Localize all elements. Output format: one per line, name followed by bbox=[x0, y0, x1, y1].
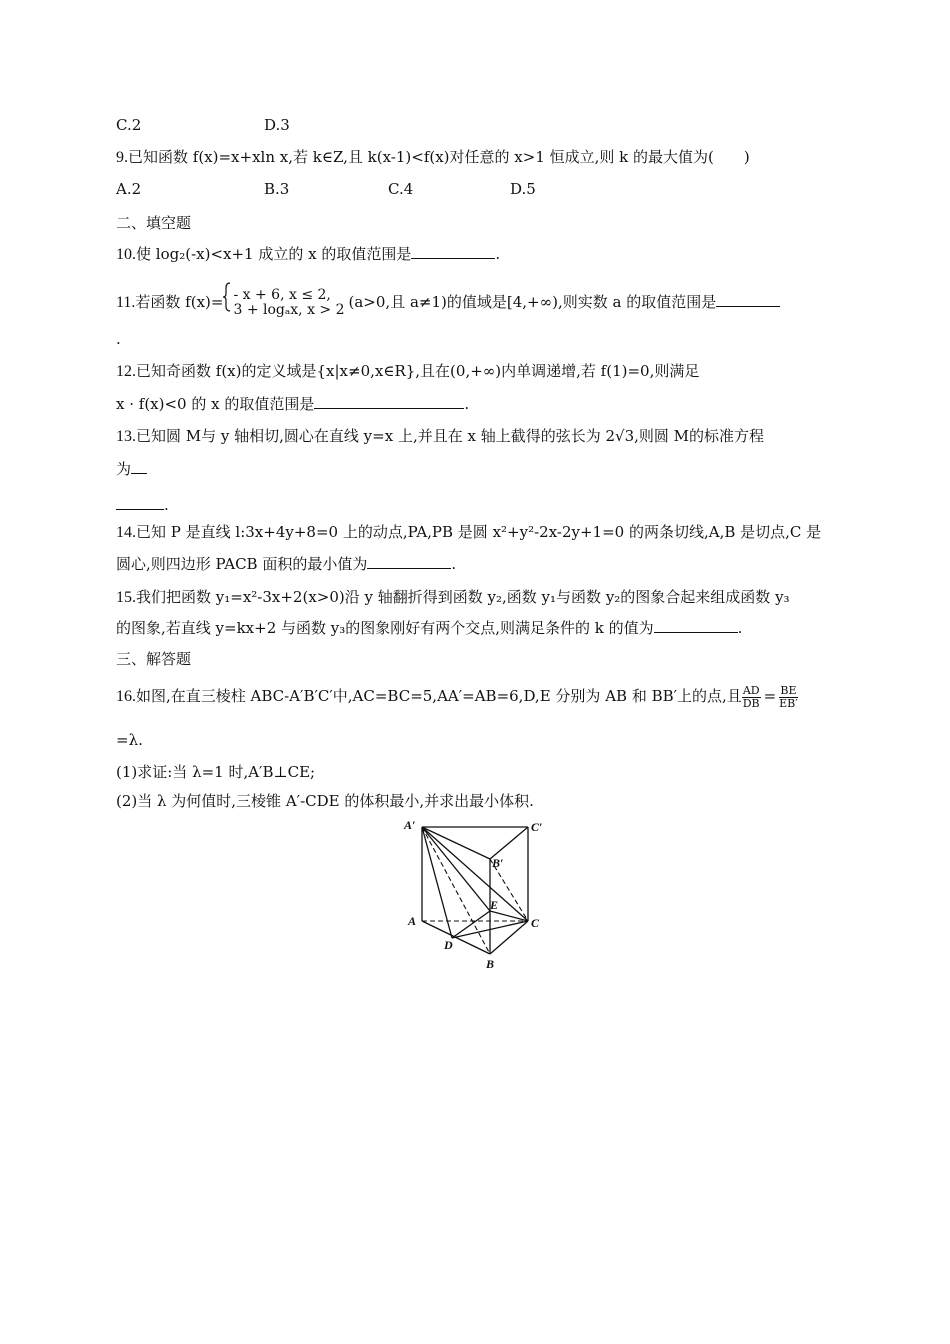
question-16-line-2: =λ. bbox=[116, 731, 143, 749]
section-heading-solve: 三、解答题 bbox=[116, 650, 192, 668]
label-b: B bbox=[486, 957, 495, 971]
question-10 bbox=[116, 243, 500, 266]
question-16-line-1 bbox=[116, 681, 798, 712]
question-text-cont: (a>0,且 a≠1)的值域是[4,+∞),则实数 a 的取值范围是 bbox=[348, 293, 717, 311]
piecewise-cases bbox=[233, 288, 344, 318]
label-c-prime: C′ bbox=[531, 820, 543, 834]
label-c: C bbox=[531, 916, 540, 930]
q9-option-a: A.2 bbox=[116, 180, 142, 198]
q8-option-d: D.3 bbox=[264, 116, 290, 134]
question-9 bbox=[116, 146, 750, 169]
question-text: 我们把函数 y₁=x²-3x+2(x>0)沿 y 轴翻折得到函数 y₂,函数 y₁与函数 y₂的图象合起来组成函数 y₃ bbox=[136, 588, 790, 606]
question-13-line-2 bbox=[116, 458, 147, 480]
question-16-part-1: (1)求证:当 λ=1 时,A′B⊥CE; bbox=[116, 763, 316, 781]
answer-blank bbox=[411, 244, 495, 259]
question-text: 已知奇函数 f(x)的定义域是{x|x≠0,x∈R},且在(0,+∞)内单调递增,若 f(1)=0,则满足 bbox=[136, 362, 700, 380]
answer-blank bbox=[654, 618, 738, 633]
question-end: . bbox=[164, 496, 169, 514]
fraction-denominator: DB bbox=[742, 696, 760, 710]
question-number: 9. bbox=[116, 149, 128, 166]
piecewise-case-2: 3 + logₐx, x > 2 bbox=[233, 302, 345, 318]
question-text: x · f(x)<0 的 x 的取值范围是 bbox=[116, 395, 315, 413]
question-number: 10. bbox=[116, 246, 136, 263]
label-d: D bbox=[444, 938, 453, 952]
piecewise-brace bbox=[223, 282, 231, 324]
question-16-part-2: (2)当 λ 为何值时,三棱锥 A′-CDE 的体积最小,并求出最小体积. bbox=[116, 792, 534, 810]
question-end: . bbox=[495, 245, 501, 263]
question-end: . bbox=[451, 555, 457, 573]
question-text: 若函数 f(x)= bbox=[135, 293, 224, 311]
fraction-numerator: AD bbox=[742, 683, 760, 697]
question-text: 圆心,则四边形 PACB 面积的最小值为 bbox=[116, 555, 368, 573]
question-11 bbox=[116, 282, 780, 324]
question-13-line-3 bbox=[116, 494, 169, 516]
question-12-line-2 bbox=[116, 393, 469, 415]
q9-option-c: C.4 bbox=[388, 180, 414, 198]
question-number: 16. bbox=[116, 688, 136, 705]
label-b-prime: B′ bbox=[492, 856, 504, 870]
question-13-line-1 bbox=[116, 425, 764, 448]
question-12-line-1 bbox=[116, 360, 699, 383]
question-number: 14. bbox=[116, 524, 136, 541]
prism-figure bbox=[400, 815, 560, 979]
fraction-be-eb bbox=[779, 685, 798, 710]
fraction-denominator: EB′ bbox=[779, 696, 798, 710]
answer-blank bbox=[131, 459, 147, 474]
question-14-line-2 bbox=[116, 553, 456, 575]
question-15-line-2 bbox=[116, 617, 742, 639]
q9-option-b: B.3 bbox=[264, 180, 290, 198]
answer-blank bbox=[116, 495, 164, 510]
question-number: 13. bbox=[116, 428, 136, 445]
fraction-numerator: BE bbox=[780, 683, 797, 697]
fraction-ad-db bbox=[742, 685, 761, 710]
question-end: . bbox=[464, 395, 470, 413]
piecewise-case-1: - x + 6, x ≤ 2, bbox=[233, 287, 331, 303]
answer-blank bbox=[367, 554, 451, 569]
label-a: A bbox=[408, 914, 417, 928]
question-text: 使 log₂(-x)<x+1 成立的 x 的取值范围是 bbox=[136, 245, 412, 263]
equals-sign: = bbox=[763, 687, 777, 705]
q9-option-d: D.5 bbox=[510, 180, 536, 198]
section-heading-fill-in: 二、填空题 bbox=[116, 214, 192, 232]
question-text: 为 bbox=[116, 460, 132, 478]
question-text: 如图,在直三棱柱 ABC-A′B′C′中,AC=BC=5,AA′=AB=6,D,E 分别为 AB 和 BB′上的点,且 bbox=[136, 687, 742, 705]
label-a-prime: A′ bbox=[404, 818, 416, 832]
answer-blank bbox=[716, 292, 780, 307]
q11-end: . bbox=[116, 330, 121, 348]
q8-option-c: C.2 bbox=[116, 116, 142, 134]
question-text: 已知圆 M与 y 轴相切,圆心在直线 y=x 上,并且在 x 轴上截得的弦长为 2√3,则圆 M的标准方程 bbox=[136, 427, 765, 445]
label-e: E bbox=[490, 898, 499, 912]
answer-blank bbox=[314, 394, 464, 409]
question-text: 已知函数 f(x)=x+xln x,若 k∈Z,且 k(x-1)<f(x)对任意的 x>1 恒成立,则 k 的最大值为( ) bbox=[128, 148, 750, 166]
question-number: 15. bbox=[116, 589, 136, 606]
question-end: . bbox=[737, 619, 743, 637]
question-number: 12. bbox=[116, 363, 136, 380]
question-text: 的图象,若直线 y=kx+2 与函数 y₃的图象刚好有两个交点,则满足条件的 k 的值为 bbox=[116, 619, 654, 637]
question-14-line-1 bbox=[116, 521, 821, 544]
question-text: 已知 P 是直线 l:3x+4y+8=0 上的动点,PA,PB 是圆 x²+y²-2x-2y+1=0 的两条切线,A,B 是切点,C 是 bbox=[136, 523, 822, 541]
question-number: 11. bbox=[116, 294, 136, 311]
question-15-line-1 bbox=[116, 586, 790, 609]
